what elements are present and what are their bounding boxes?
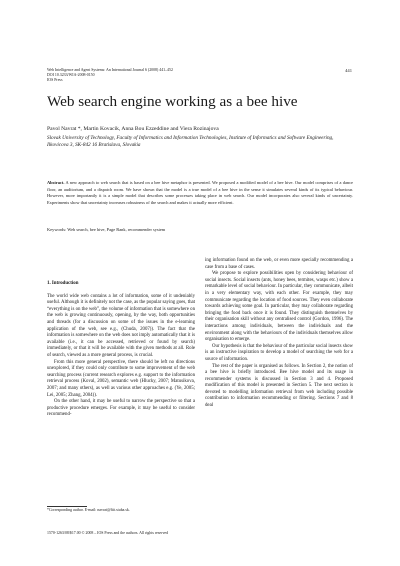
column-right	[205, 258, 353, 410]
author-list: Pavol Navrat *, Martin Kovacik, Anna Bou Ezzeddine and Viera Rozinajova	[47, 126, 219, 132]
paragraph: Our hypothesis is that the behaviour of the particular social insects show is an instructive inspiration to develop a model of searching the web for a source of information.	[205, 343, 353, 362]
paragraph: On the other hand, it may be useful to narrow the perspective so that a productive procedure emerges. For example, it may be useful to consider recommend-	[47, 399, 195, 418]
page-number: 441	[345, 68, 352, 73]
paper-title: Web search engine working as a bee hive	[47, 93, 298, 110]
keywords: Keywords: Web search, bee hive, Page Rank, recommender system	[47, 227, 166, 232]
column-left	[47, 281, 195, 419]
paragraph: We propose to explore possibilities open by considering behaviour of social insects. Social insects (ants, honey bees, termites, wasps etc.) show a remarkable level of social behaviour. In particular, they communicate, albeit in a very elementary way, with each other. For example, they may communicate regarding the location of food sources. They even collaborate towards achieving some goal. In particular, they may collaborate regarding bringing the food back once it is found. They distinguish themselves by their organisation skill without any centralised control (Gordon, 1996). The interactions among individuals, between the individuals and the environment along with the behaviours of the individuals themselves allow organisation to emerge.	[205, 271, 353, 343]
journal-line-3: IOS Press	[47, 78, 63, 83]
affiliation: Slovak University of Technology, Faculty of Informatics and Information Technologies, Institute of Informatics and Software Engineering, Ilkovicova 3, SK-842 16 Bratislava, Slovakia	[47, 135, 334, 149]
paragraph: The world wide web contains a lot of information, some of it undeniably useful. Although it is definitely not the case, as the popular saying goes, that “everything is on the web”, the volume of information that is somewhere on the web is growing continuously, opening, by the way, both opportunities and threads (for a discussion on some of the issues in the e-learning application of the web, see e.g., (Chuda, 2007)). The fact that the information is somewhere on the web does not imply automatically that it is available (i.e., it can be accessed, retrieved or found by search) immediately, or that it will be available with the given methods at all. Role of search, viewed as a more general process, is crucial.	[47, 293, 195, 358]
footnote-divider	[47, 506, 87, 507]
journal-line-1: Web Intelligence and Agent Systems: An International Journal 6 (2008) 441–452	[47, 68, 173, 72]
paragraph: The rest of the paper is organised as follows. In Section 2, the notion of a bee hive is briefly introduced. Bee hive model and its usage in recommender systems is discussed in Section 3 and 4. Proposed modification of this model is presented in Section 5. The next section is devoted to modelling information retrieval from web including possible contribution to information recommending or filtering. Sections 7 and 8 deal	[205, 363, 353, 409]
section-heading: 1. Introduction	[47, 281, 79, 286]
copyright-line	[47, 531, 353, 536]
copyright-text: 1570-1263/08/$17.00 © 2008 – IOS Press and the authors. All rights reserved	[47, 531, 169, 535]
footnote: *Corresponding author. E-mail: navrat@fiit.stuba.sk.	[47, 508, 130, 512]
journal-line-2: DOI 10.3233/WIA-2008-0150	[47, 73, 95, 78]
paragraph: ing information found on the web, or even more specially recommending a case from a base of cases.	[205, 258, 353, 270]
paragraph: From this more general perspective, there should be left no directions unexplored, if they could only contribute to some improvement of the web searching process (current research explores e.g. support to the information retrieval process (Koval, 2002), semantic web (Hlucky, 2007; Matusikova, 2007; and many others), as well as various other approaches e.g. (Ye, 2005; Lei, 2005; Zhang, 2004)).	[47, 359, 195, 398]
abstract	[47, 180, 353, 206]
abstract-text: A new approach to web search that is based on a bee hive metaphor is presented. We proposed a modified model of a bee hive. Our model comprises of a dance floor, an auditorium, and a dispatch room. We have shown that the model is a true model of a bee hive in the sense it simulates several kinds of its typical behaviour. However, more importantly it is a simple model that describes some processes taking place in web search. Our model incorporates also several kinds of uncertainty. Experiments show that uncertainty increases robustness of the search and makes it actually more efficient.	[47, 180, 353, 205]
journal-header	[47, 68, 173, 84]
abstract-label: Abstract.	[47, 180, 65, 185]
